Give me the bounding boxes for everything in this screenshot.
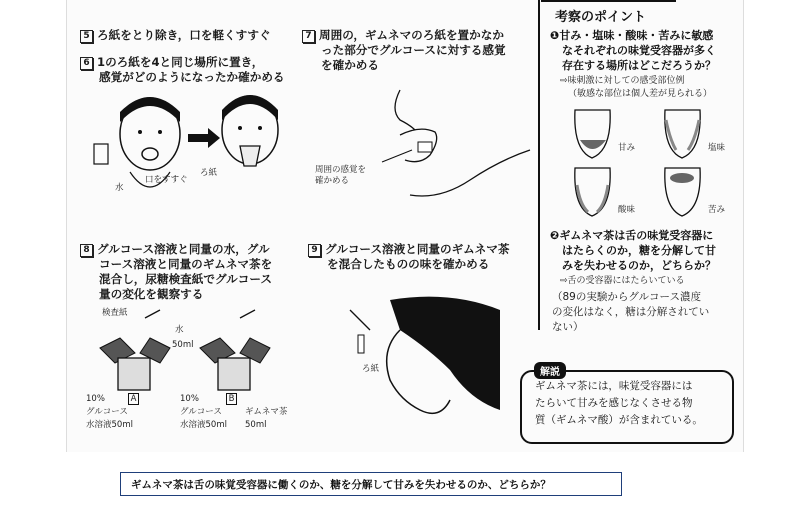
explanation-label: 解説 xyxy=(534,362,566,379)
box-b: B xyxy=(226,393,238,405)
label-filter-paper2: ろ紙 xyxy=(362,364,380,374)
answer-1: ⇨味刺激に対しての感受部位例 （敏感な部位は個人差が見られる） xyxy=(560,76,713,99)
step-text: コース溶液と同量のギムネマ茶を xyxy=(99,257,273,271)
step-8 xyxy=(80,242,272,302)
answer-2: ⇨舌の受容器にはたらいている xyxy=(560,276,685,286)
beaker-illustration xyxy=(90,318,290,398)
step-text: 混合し，尿糖検査紙でグルコース xyxy=(99,272,272,286)
tongue-illustration xyxy=(380,80,530,210)
step-number: 7 xyxy=(302,30,315,43)
step-number: 6 xyxy=(80,57,93,70)
question-1: ❶甘み・塩味・酸味・苦みに敏感 なそれぞれの味覚受容器が多く 存在する場所はどこだろうか？ xyxy=(550,29,716,72)
label-filter-paper: ろ紙 xyxy=(200,168,218,178)
label-surrounding: 周囲の感覚を 確かめる xyxy=(315,165,367,186)
explanation-text: ギムネマ茶には，味覚受容器には たらいて甘みを感じなくさせる物 質（ギムネマ酸）が含まれている。 xyxy=(535,380,703,426)
step-text: った部分でグルコースに対する感覚 xyxy=(321,43,506,57)
step-text: を混合したものの味を確かめる xyxy=(327,257,490,271)
step-text: 感覚がどのようになったか確かめる xyxy=(99,70,285,84)
taster-illustration xyxy=(330,290,510,445)
step-text: グルコース溶液と同量のギムネマ茶 xyxy=(325,242,510,256)
box-a: A xyxy=(128,393,140,405)
question-2: ❷ギムネマ茶は舌の味覚受容器に はたらくのか，糖を分解して甘 みを失わせるのか，どちらか？ xyxy=(550,229,716,272)
step-number: 9 xyxy=(308,244,321,257)
tongue-map-diagrams xyxy=(570,110,730,220)
step-9 xyxy=(308,242,509,272)
step-text: 周囲の，ギムネマのろ紙を置かなか xyxy=(319,28,504,42)
label-bitter: 苦み xyxy=(708,205,726,215)
label-test-paper: 検査紙 xyxy=(102,308,128,318)
step-text: を確かめる xyxy=(321,58,379,72)
step-text: 1のろ紙を4と同じ場所に置き， xyxy=(97,55,264,69)
label-glucose-a: 10% A グルコース 水溶液50ml xyxy=(86,393,139,432)
label-gymnema: ギムネマ茶 50ml xyxy=(245,407,288,430)
label-sour: 酸味 xyxy=(618,205,636,215)
top-rule xyxy=(541,0,676,2)
label-sweet: 甘み xyxy=(618,143,636,153)
label-salty: 塩味 xyxy=(708,143,726,153)
label-water: 水 xyxy=(115,183,124,193)
caption-question: ギムネマ茶は舌の味覚受容器に働くのか、糖を分解して甘みを失わせるのか、どちらか？ xyxy=(120,472,622,496)
label-glucose-b: 10% B グルコース 水溶液50ml xyxy=(180,393,237,432)
step-number: 5 xyxy=(80,30,93,43)
step-number: 8 xyxy=(80,244,93,257)
step-7 xyxy=(302,28,506,73)
step-5 xyxy=(80,28,271,43)
experiment-note: （89の実験からグルコース濃度 の変化はなく，糖は分解されてい ない） xyxy=(552,291,710,333)
step-6 xyxy=(80,55,285,85)
label-50ml: 50ml xyxy=(172,340,194,350)
step-text: ろ紙をとり除き，口を軽くすすぐ xyxy=(97,28,271,42)
label-rinse: 口をすすぐ xyxy=(145,175,188,185)
step-text: グルコース溶液と同量の水，グル xyxy=(97,242,270,256)
label-water2: 水 xyxy=(175,325,184,335)
step-text: 量の変化を観察する xyxy=(99,287,204,301)
consideration-title: 考察のポイント xyxy=(555,10,647,25)
column-divider xyxy=(538,0,540,330)
